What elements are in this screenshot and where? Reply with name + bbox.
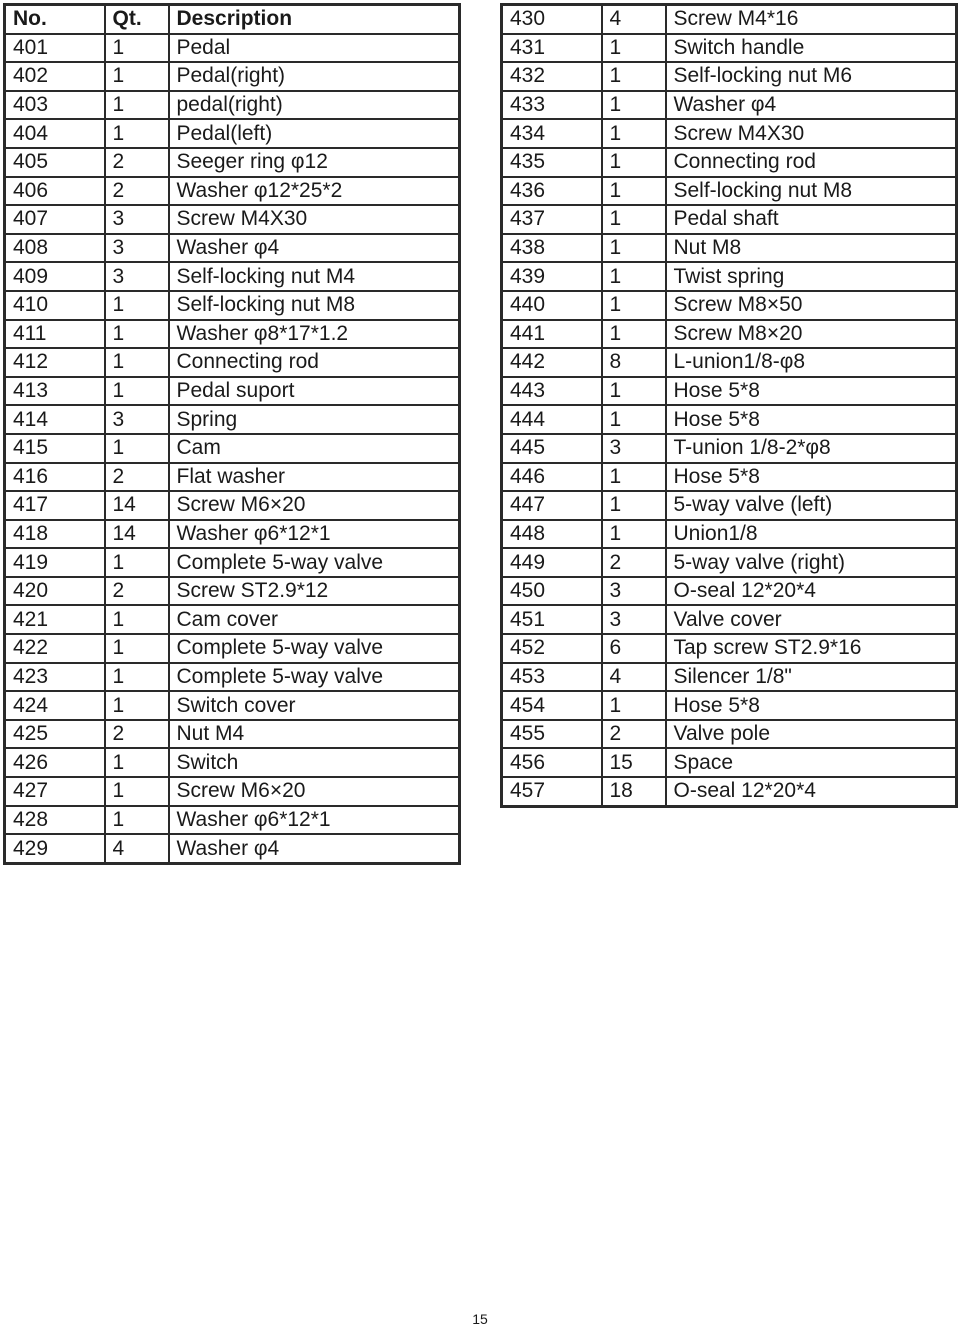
description-cell: Washer φ8*17*1.2 (169, 320, 460, 349)
quantity-cell: 14 (105, 520, 169, 549)
description-cell: Tap screw ST2.9*16 (666, 634, 957, 663)
table-row (5, 806, 460, 835)
quantity-cell: 1 (602, 291, 666, 320)
part-number-cell: 438 (502, 234, 602, 263)
table-row (502, 320, 957, 349)
quantity-cell: 3 (105, 405, 169, 434)
description-cell: Screw M8×50 (666, 291, 957, 320)
part-number-cell: 452 (502, 634, 602, 663)
table-row (502, 748, 957, 777)
part-number-cell: 429 (5, 834, 105, 863)
quantity-cell: 1 (105, 663, 169, 692)
table-row (5, 62, 460, 91)
table-row (5, 177, 460, 206)
quantity-cell: 2 (105, 148, 169, 177)
description-cell: Connecting rod (666, 148, 957, 177)
quantity-cell: 1 (105, 748, 169, 777)
quantity-cell: 3 (602, 605, 666, 634)
description-cell: Hose 5*8 (666, 463, 957, 492)
description-cell: 5-way valve (right) (666, 548, 957, 577)
quantity-cell: 1 (602, 34, 666, 63)
parts-table-left (3, 3, 461, 865)
header-no: No. (5, 5, 105, 34)
part-number-cell: 430 (502, 5, 602, 34)
quantity-cell: 2 (105, 577, 169, 606)
part-number-cell: 450 (502, 577, 602, 606)
description-cell: Twist spring (666, 262, 957, 291)
table-row (5, 262, 460, 291)
description-cell: Cam (169, 434, 460, 463)
part-number-cell: 402 (5, 62, 105, 91)
table-row (5, 320, 460, 349)
table-row (502, 34, 957, 63)
description-cell: Valve cover (666, 605, 957, 634)
table-row (5, 405, 460, 434)
quantity-cell: 1 (105, 777, 169, 806)
table-row (502, 491, 957, 520)
description-cell: Washer φ4 (666, 91, 957, 120)
description-cell: Complete 5-way valve (169, 548, 460, 577)
description-cell: Pedal(right) (169, 62, 460, 91)
part-number-cell: 455 (502, 720, 602, 749)
description-cell: Washer φ6*12*1 (169, 520, 460, 549)
quantity-cell: 1 (105, 691, 169, 720)
table-row (502, 691, 957, 720)
quantity-cell: 1 (602, 520, 666, 549)
table-row (5, 834, 460, 863)
part-number-cell: 454 (502, 691, 602, 720)
header-row (5, 5, 460, 34)
part-number-cell: 456 (502, 748, 602, 777)
quantity-cell: 1 (105, 348, 169, 377)
table-row (502, 177, 957, 206)
quantity-cell: 1 (105, 548, 169, 577)
table-row (502, 205, 957, 234)
part-number-cell: 405 (5, 148, 105, 177)
table-row (5, 520, 460, 549)
quantity-cell: 1 (602, 405, 666, 434)
quantity-cell: 1 (105, 806, 169, 835)
part-number-cell: 457 (502, 777, 602, 806)
table-row (502, 148, 957, 177)
table-row (502, 119, 957, 148)
description-cell: O-seal 12*20*4 (666, 777, 957, 806)
table-row (502, 348, 957, 377)
table-row (502, 405, 957, 434)
description-cell: T-union 1/8-2*φ8 (666, 434, 957, 463)
table-row (5, 634, 460, 663)
quantity-cell: 1 (602, 119, 666, 148)
part-number-cell: 415 (5, 434, 105, 463)
description-cell: Union1/8 (666, 520, 957, 549)
description-cell: Washer φ12*25*2 (169, 177, 460, 206)
part-number-cell: 445 (502, 434, 602, 463)
table-row (502, 262, 957, 291)
part-number-cell: 413 (5, 377, 105, 406)
table-row (5, 463, 460, 492)
quantity-cell: 1 (105, 62, 169, 91)
part-number-cell: 441 (502, 320, 602, 349)
description-cell: Screw M4X30 (666, 119, 957, 148)
description-cell: Seeger ring φ12 (169, 148, 460, 177)
table-row (502, 777, 957, 806)
part-number-cell: 404 (5, 119, 105, 148)
table-row (5, 691, 460, 720)
part-number-cell: 417 (5, 491, 105, 520)
part-number-cell: 407 (5, 205, 105, 234)
part-number-cell: 424 (5, 691, 105, 720)
part-number-cell: 427 (5, 777, 105, 806)
description-cell: Pedal suport (169, 377, 460, 406)
table-row (5, 548, 460, 577)
description-cell: Hose 5*8 (666, 377, 957, 406)
part-number-cell: 412 (5, 348, 105, 377)
quantity-cell: 1 (105, 377, 169, 406)
quantity-cell: 3 (602, 434, 666, 463)
description-cell: 5-way valve (left) (666, 491, 957, 520)
quantity-cell: 1 (602, 205, 666, 234)
description-cell: Spring (169, 405, 460, 434)
table-row (5, 663, 460, 692)
description-cell: Complete 5-way valve (169, 663, 460, 692)
description-cell: Screw M4*16 (666, 5, 957, 34)
table-row (5, 434, 460, 463)
quantity-cell: 4 (602, 663, 666, 692)
part-number-cell: 431 (502, 34, 602, 63)
part-number-cell: 444 (502, 405, 602, 434)
part-number-cell: 403 (5, 91, 105, 120)
description-cell: Screw M6×20 (169, 491, 460, 520)
table-row (5, 605, 460, 634)
table-row (502, 605, 957, 634)
part-number-cell: 451 (502, 605, 602, 634)
quantity-cell: 3 (105, 205, 169, 234)
description-cell: Pedal(left) (169, 119, 460, 148)
description-cell: Switch cover (169, 691, 460, 720)
description-cell: Flat washer (169, 463, 460, 492)
table-row (502, 548, 957, 577)
part-number-cell: 443 (502, 377, 602, 406)
quantity-cell: 1 (105, 634, 169, 663)
quantity-cell: 15 (602, 748, 666, 777)
table-row (502, 634, 957, 663)
part-number-cell: 423 (5, 663, 105, 692)
description-cell: Connecting rod (169, 348, 460, 377)
table-row (5, 720, 460, 749)
table-row (502, 720, 957, 749)
part-number-cell: 419 (5, 548, 105, 577)
description-cell: Valve pole (666, 720, 957, 749)
table-row (502, 520, 957, 549)
table-row (502, 234, 957, 263)
table-row (5, 205, 460, 234)
part-number-cell: 432 (502, 62, 602, 91)
description-cell: Silencer 1/8" (666, 663, 957, 692)
quantity-cell: 1 (602, 177, 666, 206)
quantity-cell: 1 (602, 148, 666, 177)
description-cell: Hose 5*8 (666, 691, 957, 720)
table-row (502, 91, 957, 120)
table-row (502, 5, 957, 34)
quantity-cell: 1 (602, 262, 666, 291)
quantity-cell: 1 (105, 434, 169, 463)
parts-table-right (500, 3, 958, 808)
quantity-cell: 1 (105, 119, 169, 148)
quantity-cell: 1 (105, 34, 169, 63)
quantity-cell: 6 (602, 634, 666, 663)
part-number-cell: 420 (5, 577, 105, 606)
header-description: Description (169, 5, 460, 34)
quantity-cell: 4 (602, 5, 666, 34)
part-number-cell: 416 (5, 463, 105, 492)
table-row (5, 348, 460, 377)
part-number-cell: 401 (5, 34, 105, 63)
part-number-cell: 437 (502, 205, 602, 234)
part-number-cell: 410 (5, 291, 105, 320)
table-row (5, 777, 460, 806)
quantity-cell: 1 (602, 377, 666, 406)
part-number-cell: 408 (5, 234, 105, 263)
table-row (5, 577, 460, 606)
description-cell: Hose 5*8 (666, 405, 957, 434)
description-cell: Switch (169, 748, 460, 777)
part-number-cell: 440 (502, 291, 602, 320)
part-number-cell: 406 (5, 177, 105, 206)
part-number-cell: 411 (5, 320, 105, 349)
part-number-cell: 442 (502, 348, 602, 377)
table-row (5, 748, 460, 777)
part-number-cell: 453 (502, 663, 602, 692)
description-cell: Cam cover (169, 605, 460, 634)
description-cell: Self-locking nut M8 (169, 291, 460, 320)
part-number-cell: 439 (502, 262, 602, 291)
description-cell: Space (666, 748, 957, 777)
quantity-cell: 1 (602, 691, 666, 720)
quantity-cell: 14 (105, 491, 169, 520)
description-cell: Screw M8×20 (666, 320, 957, 349)
table-row (5, 119, 460, 148)
quantity-cell: 1 (602, 320, 666, 349)
description-cell: Complete 5-way valve (169, 634, 460, 663)
quantity-cell: 4 (105, 834, 169, 863)
part-number-cell: 436 (502, 177, 602, 206)
description-cell: Screw ST2.9*12 (169, 577, 460, 606)
page-number: 15 (472, 1311, 488, 1327)
part-number-cell: 426 (5, 748, 105, 777)
quantity-cell: 1 (105, 605, 169, 634)
quantity-cell: 1 (105, 91, 169, 120)
description-cell: Screw M4X30 (169, 205, 460, 234)
table-row (5, 148, 460, 177)
table-row (5, 377, 460, 406)
quantity-cell: 3 (602, 577, 666, 606)
quantity-cell: 2 (602, 548, 666, 577)
quantity-cell: 1 (602, 491, 666, 520)
description-cell: Nut M8 (666, 234, 957, 263)
description-cell: Washer φ4 (169, 834, 460, 863)
part-number-cell: 422 (5, 634, 105, 663)
table-row (5, 291, 460, 320)
description-cell: L-union1/8-φ8 (666, 348, 957, 377)
part-number-cell: 449 (502, 548, 602, 577)
description-cell: Self-locking nut M6 (666, 62, 957, 91)
part-number-cell: 428 (5, 806, 105, 835)
part-number-cell: 446 (502, 463, 602, 492)
description-cell: Pedal shaft (666, 205, 957, 234)
description-cell: Self-locking nut M8 (666, 177, 957, 206)
quantity-cell: 1 (105, 291, 169, 320)
table-row (502, 663, 957, 692)
quantity-cell: 3 (105, 234, 169, 263)
description-cell: Self-locking nut M4 (169, 262, 460, 291)
quantity-cell: 1 (105, 320, 169, 349)
quantity-cell: 18 (602, 777, 666, 806)
description-cell: Washer φ4 (169, 234, 460, 263)
quantity-cell: 2 (105, 177, 169, 206)
quantity-cell: 2 (105, 463, 169, 492)
part-number-cell: 448 (502, 520, 602, 549)
description-cell: O-seal 12*20*4 (666, 577, 957, 606)
table-row (502, 434, 957, 463)
part-number-cell: 433 (502, 91, 602, 120)
table-row (5, 491, 460, 520)
part-number-cell: 418 (5, 520, 105, 549)
part-number-cell: 425 (5, 720, 105, 749)
description-cell: Switch handle (666, 34, 957, 63)
description-cell: pedal(right) (169, 91, 460, 120)
description-cell: Washer φ6*12*1 (169, 806, 460, 835)
table-row (5, 234, 460, 263)
table-row (502, 577, 957, 606)
quantity-cell: 1 (602, 234, 666, 263)
table-row (5, 34, 460, 63)
quantity-cell: 2 (602, 720, 666, 749)
quantity-cell: 1 (602, 91, 666, 120)
table-row (502, 62, 957, 91)
table-row (502, 291, 957, 320)
quantity-cell: 1 (602, 463, 666, 492)
part-number-cell: 447 (502, 491, 602, 520)
description-cell: Pedal (169, 34, 460, 63)
part-number-cell: 409 (5, 262, 105, 291)
description-cell: Screw M6×20 (169, 777, 460, 806)
part-number-cell: 435 (502, 148, 602, 177)
description-cell: Nut M4 (169, 720, 460, 749)
table-row (502, 377, 957, 406)
quantity-cell: 2 (105, 720, 169, 749)
quantity-cell: 3 (105, 262, 169, 291)
part-number-cell: 414 (5, 405, 105, 434)
table-row (502, 463, 957, 492)
quantity-cell: 8 (602, 348, 666, 377)
header-qt: Qt. (105, 5, 169, 34)
quantity-cell: 1 (602, 62, 666, 91)
part-number-cell: 434 (502, 119, 602, 148)
table-row (5, 91, 460, 120)
part-number-cell: 421 (5, 605, 105, 634)
